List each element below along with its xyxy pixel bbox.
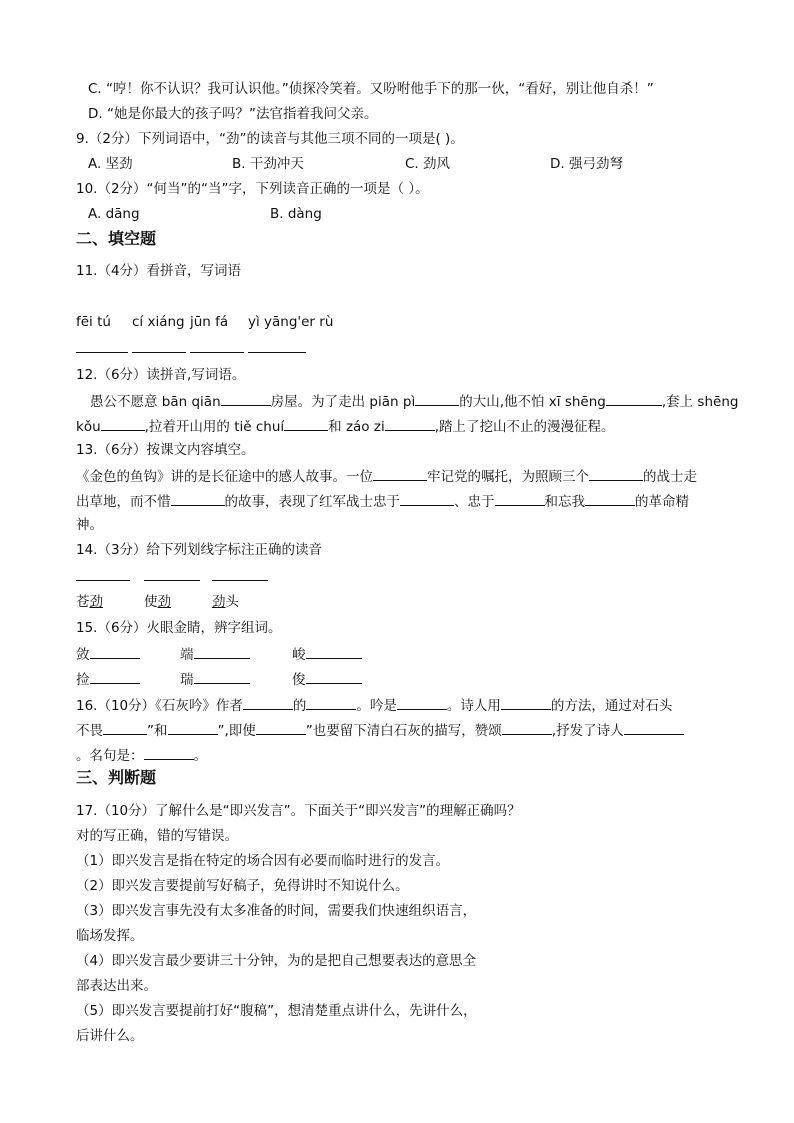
q17-statement-1: （1）即兴发言是指在特定的场合因有必要而临时进行的发言。 [76, 853, 450, 869]
q13-text: 《金色的鱼钩》讲的是长征途中的感人故事。一位 [76, 469, 373, 485]
q16-line-2 [76, 720, 684, 740]
q12-blank[interactable] [385, 416, 435, 431]
q11-blank-1[interactable] [76, 352, 128, 353]
q17-statement-3: （3）即兴发言事先没有太多准备的时间，需要我们快速组织语言， [76, 903, 477, 919]
q17-statement-5: （5）即兴发言要提前打好“腹稿”，想清楚重点讲什么，先讲什么， [76, 1003, 477, 1019]
q13-stem: 13.（6分）按课文内容填空。 [76, 442, 255, 458]
q13-text: 、忠于 [454, 494, 495, 510]
q15-char: 敛 [76, 647, 90, 663]
q16-text: 不畏 [76, 723, 103, 739]
q12-text: ,套上 shēng [661, 394, 739, 410]
q12-text: ,踏上了挖山不止的漫漫征程。 [434, 419, 615, 435]
q17-instruction: 对的写正确，错的写错误。 [76, 828, 238, 844]
q15-blank[interactable] [194, 644, 250, 659]
q12-text: ,拉着开山用的 tiě chuí [144, 419, 285, 435]
q15-item-4 [76, 669, 140, 689]
q16-blank[interactable] [624, 720, 684, 735]
q15-item-1 [76, 644, 140, 664]
q13-blank[interactable] [495, 491, 545, 506]
q15-blank[interactable] [194, 669, 250, 684]
q12-blank[interactable] [284, 416, 328, 431]
q14-blank-2[interactable] [144, 580, 200, 581]
q14-word-1 [76, 593, 103, 611]
q17-statement-4: （4）即兴发言最少要讲三十分钟，为的是把自己想要表达的意思全 [76, 953, 477, 969]
q16-blank[interactable] [501, 695, 551, 710]
q10-option-b: B. dàng [270, 206, 322, 222]
q13-blank[interactable] [400, 491, 454, 506]
q11-stem: 11.（4分）看拼音，写词语 [76, 263, 242, 279]
q15-char: 捡 [76, 672, 90, 688]
q14-blank-3[interactable] [212, 580, 268, 581]
q13-blank[interactable] [585, 491, 635, 506]
q16-blank[interactable] [397, 695, 447, 710]
q9-option-a: A. 坚劲 [88, 156, 133, 172]
q13-text: 的故事，表现了红军战士忠于 [224, 494, 400, 510]
q12-line-2 [76, 416, 615, 436]
q11-pinyin-3: jūn fá [190, 314, 229, 330]
q15-blank[interactable] [306, 644, 362, 659]
q15-item-6 [292, 669, 362, 689]
q14-char: 苍 [76, 594, 90, 610]
q17-statement-5-cont: 后讲什么。 [76, 1028, 144, 1044]
q16-blank[interactable] [103, 720, 147, 735]
q12-line-1 [90, 391, 738, 411]
q16-blank[interactable] [144, 745, 194, 760]
q15-item-2 [180, 644, 250, 664]
q14-char: 使 [144, 594, 158, 610]
q8-option-c: C. “哼！你不认识？我可认识他。”侦探冷笑着。又吩咐他手下的那一伙，“看好，别让他自杀！” [88, 81, 654, 97]
q12-blank[interactable] [101, 416, 145, 431]
q15-blank[interactable] [90, 644, 140, 659]
q12-text: 和 záo zi [328, 419, 385, 435]
q15-char: 俊 [292, 672, 306, 688]
q13-line-2 [76, 491, 689, 511]
q16-text: 16.（10分）《石灰吟》作者 [76, 698, 243, 714]
q9-option-d: D. 强弓劲弩 [550, 156, 623, 172]
q17-statement-4-cont: 部表达出来。 [76, 978, 157, 994]
q13-line-1 [76, 466, 697, 486]
q13-text: 和忘我 [544, 494, 585, 510]
q15-item-5 [180, 669, 250, 689]
q15-blank[interactable] [90, 669, 140, 684]
q15-char: 端 [180, 647, 194, 663]
q14-char: 头 [225, 594, 239, 610]
q16-text: 。名句是： [76, 748, 144, 764]
q16-text: 。吟是 [356, 698, 397, 714]
q16-text: 。诗人用 [446, 698, 501, 714]
q15-char: 峻 [292, 647, 306, 663]
q16-text: 的 [292, 698, 307, 714]
q11-pinyin-4: yì yāng'er rù [248, 314, 334, 330]
q14-blank-1[interactable] [76, 580, 130, 581]
q13-text: 的革命精 [635, 494, 689, 510]
q13-blank[interactable] [171, 491, 225, 506]
q17-statement-3-cont: 临场发挥。 [76, 928, 144, 944]
q11-pinyin-2: cí xiáng [132, 314, 185, 330]
q16-text: 。 [193, 748, 207, 764]
q12-text: 的大山,他不怕 xī shēng [459, 394, 606, 410]
section-title-fill-in: 二、填空题 [76, 229, 157, 248]
q8-option-d: D. “她是你最大的孩子吗？”法官指着我问父亲。 [88, 106, 378, 122]
section-title-true-false: 三、判断题 [76, 768, 157, 787]
q14-word-3 [212, 593, 239, 611]
q13-line-3: 神。 [76, 517, 103, 533]
q17-statement-2: （2）即兴发言要提前写好稿子，免得讲时不知说什么。 [76, 878, 409, 894]
q16-line-3 [76, 745, 207, 765]
q12-text: 愚公不愿意 bān qiān [90, 394, 221, 410]
q9-option-c: C. 劲风 [405, 156, 451, 172]
q12-blank[interactable] [221, 391, 271, 406]
q15-stem: 15.（6分）火眼金睛，辨字组词。 [76, 620, 282, 636]
q14-underlined-char: 劲 [212, 594, 226, 610]
q11-pinyin-1: fēi tú [76, 314, 111, 330]
q13-blank[interactable] [589, 466, 643, 481]
q14-underlined-char: 劲 [157, 594, 171, 610]
q16-blank[interactable] [256, 720, 306, 735]
q9-stem: 9.（2分）下列词语中，“劲”的读音与其他三项不同的一项是( )。 [76, 131, 464, 147]
q16-blank[interactable] [306, 695, 356, 710]
q13-text: 牢记党的嘱托，为照顾三个 [427, 469, 589, 485]
q16-text: ”也要留下清白石灰的描写，赞颂 [305, 723, 502, 739]
q13-blank[interactable] [373, 466, 427, 481]
q14-word-2 [144, 593, 171, 611]
q15-item-3 [292, 644, 362, 664]
q12-blank[interactable] [415, 391, 459, 406]
q10-stem: 10.（2分）“何当”的“当”字，下列读音正确的一项是（ ）。 [76, 181, 429, 197]
q16-blank[interactable] [243, 695, 293, 710]
q14-stem: 14.（3分）给下列划线字标注正确的读音 [76, 542, 323, 558]
q16-text: 的方法，通过对石头 [550, 698, 673, 714]
q16-text: ”,即使 [217, 723, 256, 739]
q13-text: 的战士走 [643, 469, 697, 485]
q14-underlined-char: 劲 [89, 594, 103, 610]
q16-blank[interactable] [168, 720, 218, 735]
q16-text: ,抒发了诗人 [551, 723, 624, 739]
q12-stem: 12.（6分）读拼音,写词语。 [76, 367, 246, 383]
q9-option-b: B. 干劲冲天 [232, 156, 304, 172]
q15-blank[interactable] [306, 669, 362, 684]
q13-text: 出草地，而不惜 [76, 494, 171, 510]
q17-stem: 17.（10分）了解什么是“即兴发言”。下面关于“即兴发言”的理解正确吗？ [76, 803, 521, 819]
q15-char: 瑞 [180, 672, 194, 688]
q16-blank[interactable] [502, 720, 552, 735]
q11-blank-2[interactable] [132, 352, 186, 353]
q12-text: 房屋。为了走出 piān pì [270, 394, 416, 410]
q16-line-1 [76, 695, 672, 715]
q16-text: ”和 [147, 723, 168, 739]
q10-option-a: A. dāng [88, 206, 140, 222]
q11-blank-3[interactable] [190, 352, 244, 353]
q12-text: kǒu [76, 419, 101, 435]
q11-blank-4[interactable] [248, 352, 306, 353]
q12-blank[interactable] [606, 391, 662, 406]
